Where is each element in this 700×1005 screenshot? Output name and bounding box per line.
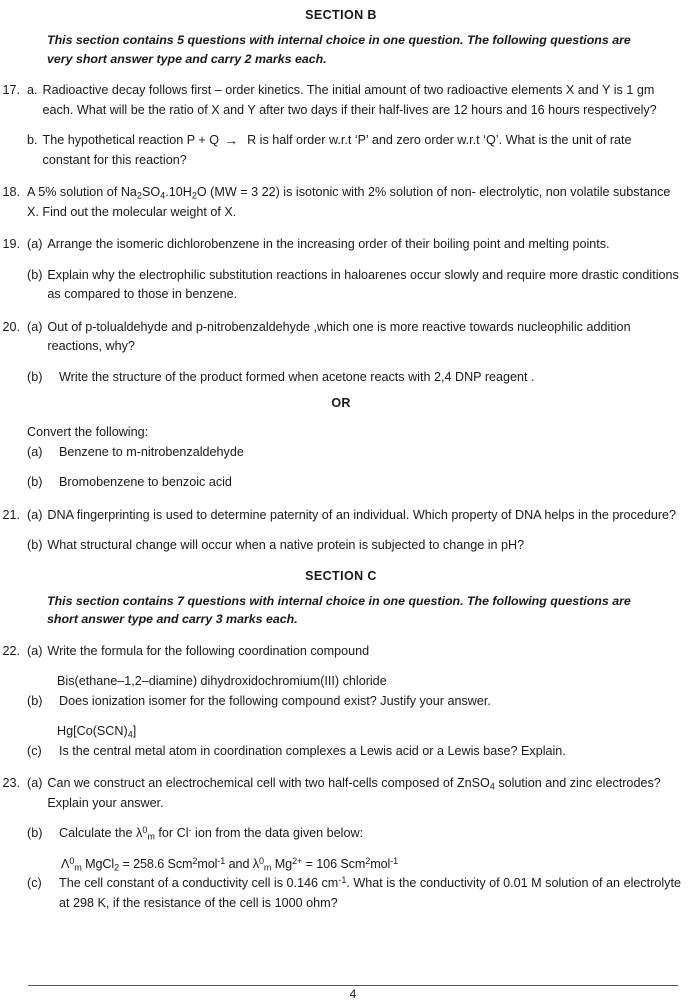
subscript: 2 — [114, 861, 120, 872]
subscript: 4 — [489, 781, 495, 792]
part-label: (b) — [27, 693, 43, 708]
text-segment: The cell constant of a conductivity cell is 0.146 cm — [59, 876, 339, 890]
section-c-instructions: This section contains 7 questions with internal choice in one question. The following questions are short answer type and carry 3 marks each. — [47, 593, 631, 626]
superscript: 0 — [69, 855, 75, 866]
part-text: Benzene to m-nitrobenzaldehyde — [59, 444, 244, 459]
part-text: Does ionization isomer for the following compound exist? Justify your answer. — [59, 693, 491, 708]
section-c-heading: SECTION C — [305, 568, 377, 583]
superscript: 2 — [365, 855, 371, 866]
question-23 — [0, 774, 682, 913]
subscript: m — [263, 861, 272, 872]
part-text: Write the formula for the following coordination compound — [47, 643, 370, 658]
question-17 — [0, 81, 682, 170]
question-23-part-c — [27, 874, 682, 913]
question-21 — [0, 506, 682, 556]
part-label: (c) — [27, 743, 42, 758]
part-label: (a) — [27, 507, 43, 522]
question-18 — [0, 183, 682, 222]
text-segment: Can we construct an electrochemical cell with two half-cells composed of ZnSO — [47, 776, 490, 790]
page-number: 4 — [349, 987, 357, 1001]
or-divider-label: OR — [331, 396, 351, 410]
text-segment: O (MW = 3 22) is isotonic with 2% solution of non- electrolytic, non volatile substance X. Find out the molecular weight of X. — [27, 185, 671, 219]
part-text: Bromobenzene to benzoic acid — [59, 475, 232, 489]
part-label: a. — [27, 83, 38, 97]
subscript: m — [74, 861, 82, 872]
section-b-instructions: This section contains 5 questions with internal choice in one question. The following questions are very short answer type and carry 2 marks each. — [47, 33, 631, 66]
question-21-part-b — [27, 536, 682, 556]
question-number: 23. — [2, 776, 20, 790]
part-label: (a) — [27, 444, 43, 459]
part-label: (b) — [27, 538, 43, 552]
question-22-part-b — [27, 692, 682, 712]
part-label: (a) — [27, 319, 43, 334]
question-number: 20. — [2, 319, 20, 334]
convert-item-b — [27, 473, 682, 493]
question-23-part-b — [27, 824, 682, 844]
text-segment: ion from the data given below: — [191, 826, 364, 840]
subscript: 2 — [191, 190, 197, 201]
coordination-compound-name: Bis(ethane–1,2–diamine) dihydroxidochromium(III) chloride — [57, 674, 387, 688]
superscript: -1 — [338, 875, 347, 886]
question-21-part-a — [27, 506, 682, 526]
question-17-part-b — [27, 131, 682, 170]
text-segment: Mg — [271, 856, 293, 871]
conductivity-data-line — [27, 855, 682, 875]
question-number: 21. — [2, 507, 20, 522]
superscript: -1 — [217, 855, 226, 866]
part-label: (c) — [27, 876, 42, 890]
part-text — [59, 874, 682, 913]
question-20 — [0, 318, 682, 388]
question-number: 18. — [2, 185, 20, 199]
text-segment: for Cl — [154, 826, 189, 840]
subscript: 2 — [136, 190, 142, 201]
compound-formula-hg — [27, 722, 682, 742]
text-segment: SO — [141, 185, 161, 199]
question-20-alternative — [0, 423, 682, 493]
text-segment: MgCl — [81, 856, 115, 871]
question-23-part-a — [27, 774, 682, 813]
part-label: (b) — [27, 369, 43, 384]
part-text: DNA fingerprinting is used to determine paternity of an individual. Which property of DNA helps in the procedure? — [47, 507, 677, 522]
part-label: (a) — [27, 776, 43, 790]
superscript: -1 — [390, 855, 399, 866]
part-label: (b) — [27, 475, 43, 489]
part-text — [59, 824, 682, 844]
part-text: Arrange the isomeric dichlorobenzene in the increasing order of their boiling point and melting points. — [47, 237, 610, 251]
question-number: 17. — [2, 83, 20, 97]
subscript: m — [147, 831, 155, 842]
text-segment: mol — [197, 856, 218, 871]
text-segment: Hg[Co(SCN) — [57, 724, 128, 738]
part-label: (b) — [27, 826, 43, 840]
page-footer — [28, 985, 678, 1001]
part-label: (b) — [27, 267, 43, 282]
part-text — [43, 131, 682, 170]
question-22 — [0, 642, 682, 762]
question-19 — [0, 235, 682, 305]
superscript: 2+ — [292, 855, 303, 866]
text-segment: ] — [132, 724, 137, 738]
text-segment: and λ — [225, 856, 259, 871]
text-segment: Λ — [61, 856, 70, 871]
convert-item-a — [27, 443, 682, 463]
text-segment: solution and zinc electrodes? Explain your answer. — [47, 776, 661, 810]
reaction-text-before: The hypothetical reaction P + Q — [42, 133, 220, 147]
part-label: (a) — [27, 237, 43, 251]
superscript: 2 — [192, 855, 198, 866]
question-number: 19. — [2, 237, 20, 251]
reaction-text-after: R is half order w.r.t ‘P’ and zero order w.r.t ‘Q’. What is the unit of rate constant for this reaction? — [42, 133, 632, 167]
text-segment: . What is the conductivity of 0.01 M solution of an electrolyte at 298 K, if the resistance of the cell is 1000 ohm? — [59, 876, 681, 910]
question-17-part-a — [27, 81, 682, 120]
subscript: 4 — [127, 729, 133, 740]
question-18-text — [27, 183, 682, 222]
part-text — [47, 774, 682, 813]
convert-intro: Convert the following: — [27, 425, 149, 439]
superscript: - — [188, 825, 192, 836]
part-label: b. — [27, 133, 38, 147]
text-segment: .10H — [165, 185, 192, 199]
subscript: 4 — [160, 190, 166, 201]
part-text: Is the central metal atom in coordination complexes a Lewis acid or a Lewis base? Explain. — [59, 743, 566, 758]
question-19-part-b — [27, 266, 682, 305]
superscript: 0 — [258, 855, 264, 866]
superscript: 0 — [142, 825, 148, 836]
text-segment: Calculate the λ — [59, 826, 143, 840]
part-label: (a) — [27, 643, 43, 658]
question-20-part-b — [27, 368, 682, 388]
question-20-part-a — [27, 318, 682, 357]
text-segment: A 5% solution of Na — [27, 185, 137, 199]
text-segment: = 106 Scm — [302, 856, 366, 871]
text-segment: = 258.6 Scm — [119, 856, 193, 871]
section-b-heading: SECTION B — [305, 8, 377, 22]
part-text: What structural change will occur when a native protein is subjected to change in pH? — [47, 538, 525, 552]
part-text: Out of p-tolualdehyde and p-nitrobenzaldehyde ,which one is more reactive towards nucleophilic addition reactions, why? — [47, 319, 631, 353]
question-19-part-a — [27, 235, 682, 255]
part-text: Explain why the electrophilic substitution reactions in haloarenes occur slowly and require more drastic conditions as compared to those in benzene. — [47, 267, 679, 301]
part-text: Write the structure of the product formed when acetone reacts with 2,4 DNP reagent . — [59, 369, 535, 384]
text-segment: mol — [370, 856, 391, 871]
reaction-arrow-icon: → — [224, 132, 239, 148]
part-text: Radioactive decay follows first – order kinetics. The initial amount of two radioactive elements X and Y is 1 gm each. What will be the ratio of X and Y after two days if their half-lives are 12 hours and 16 hours respectively? — [42, 83, 657, 117]
question-22-part-a — [27, 642, 682, 662]
question-22-part-c — [27, 742, 682, 762]
question-number: 22. — [2, 643, 20, 658]
